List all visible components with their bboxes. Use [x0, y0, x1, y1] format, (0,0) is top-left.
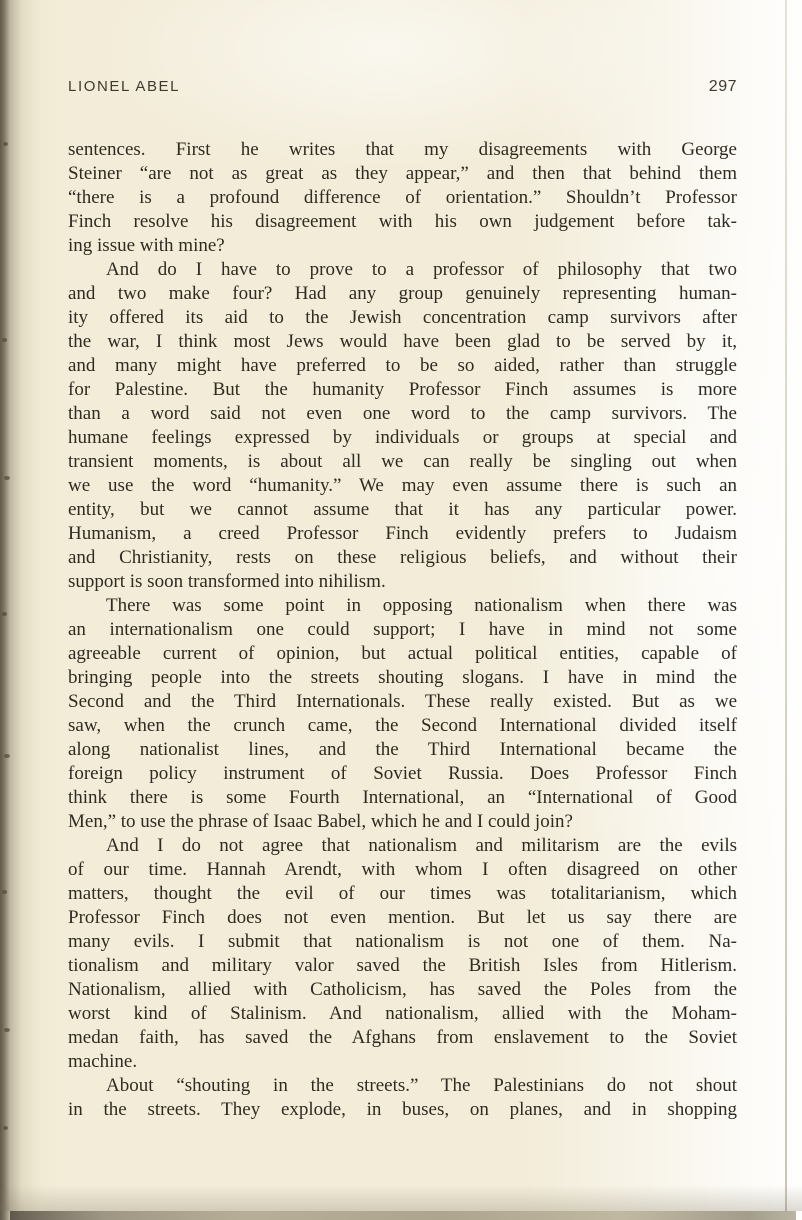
scan-speck [2, 612, 7, 616]
paragraph [68, 138, 737, 258]
text-line: and two make four? Had any group genuinely representing human- [68, 283, 737, 304]
page-bottom-fade [0, 1185, 802, 1211]
text-line: Second and the Third Internationals. These really existed. But as we [68, 691, 737, 712]
text-line: Professor Finch does not even mention. But let us say there are [68, 907, 737, 928]
text-line: saw, when the crunch came, the Second International divided itself [68, 715, 737, 736]
text-line: sentences. First he writes that my disagreements with George [68, 139, 737, 160]
scan-speck [3, 142, 8, 146]
text-line: ing issue with mine? [68, 235, 225, 256]
text-line: tionalism and military valor saved the British Isles from Hitlerism. [68, 955, 737, 976]
page-bottom-edge-shadow [10, 1211, 796, 1220]
scan-speck [4, 754, 10, 758]
text-line: ity offered its aid to the Jewish concentration camp survivors after [68, 307, 737, 328]
text-line: And do I have to prove to a professor of philosophy that two [106, 259, 737, 280]
text-line: agreeable current of opinion, but actual political entities, capable of [68, 643, 737, 664]
scan-speck [4, 476, 10, 480]
text-line: in the streets. They explode, in buses, on planes, and in shopping [68, 1099, 737, 1120]
text-line: bringing people into the streets shouting slogans. I have in mind the [68, 667, 737, 688]
text-line: and Christianity, rests on these religious beliefs, and without their [68, 547, 737, 568]
text-line: Steiner “are not as great as they appear,” and then that behind them [68, 163, 737, 184]
text-line: Men,” to use the phrase of Isaac Babel, which he and I could join? [68, 811, 573, 832]
paragraph [68, 258, 737, 594]
scan-speck [2, 338, 7, 342]
text-line: “there is a profound difference of orientation.” Shouldn’t Professor [68, 187, 737, 208]
text-line: About “shouting in the streets.” The Palestinians do not shout [106, 1075, 737, 1096]
scan-speck [4, 1028, 10, 1032]
text-line: an internationalism one could support; I have in mind not some [68, 619, 737, 640]
text-line: Finch resolve his disagreement with his own judgement before tak- [68, 211, 737, 232]
scan-speck [2, 890, 7, 894]
text-line: support is soon transformed into nihilism. [68, 571, 386, 592]
text-line: and many might have preferred to be so aided, rather than struggle [68, 355, 737, 376]
running-head-author: LIONEL ABEL [68, 78, 181, 95]
text-line: entity, but we cannot assume that it has any particular power. [68, 499, 737, 520]
text-line: foreign policy instrument of Soviet Russia. Does Professor Finch [68, 763, 737, 784]
page-right-edge-shadow [785, 0, 787, 1212]
paragraph [68, 834, 737, 1074]
text-line: for Palestine. But the humanity Professor Finch assumes is more [68, 379, 737, 400]
text-line: think there is some Fourth International, an “International of Good [68, 787, 737, 808]
running-header [68, 78, 737, 96]
page-number: 297 [708, 78, 737, 95]
scan-speck [3, 1126, 8, 1130]
text-line: medan faith, has saved the Afghans from enslavement to the Soviet [68, 1027, 737, 1048]
text-line: we use the word “humanity.” We may even assume there is such an [68, 475, 737, 496]
text-line: than a word said not even one word to the camp survivors. The [68, 403, 737, 424]
text-line: humane feelings expressed by individuals or groups at special and [68, 427, 737, 448]
text-line: worst kind of Stalinism. And nationalism, allied with the Moham- [68, 1003, 737, 1024]
text-line: the war, I think most Jews would have been glad to be served by it, [68, 331, 737, 352]
text-line: Humanism, a creed Professor Finch evidently prefers to Judaism [68, 523, 737, 544]
text-line: of our time. Hannah Arendt, with whom I often disagreed on other [68, 859, 737, 880]
text-line: transient moments, is about all we can really be singling out when [68, 451, 737, 472]
text-line: There was some point in opposing nationalism when there was [106, 595, 737, 616]
text-line: Nationalism, allied with Catholicism, has saved the Poles from the [68, 979, 737, 1000]
text-line: many evils. I submit that nationalism is not one of them. Na- [68, 931, 737, 952]
paragraph [68, 1074, 737, 1122]
paragraph [68, 594, 737, 834]
text-line: matters, thought the evil of our times was totalitarianism, which [68, 883, 737, 904]
text-line: machine. [68, 1051, 138, 1072]
text-line: along nationalist lines, and the Third International became the [68, 739, 737, 760]
text-line: And I do not agree that nationalism and militarism are the evils [106, 835, 737, 856]
page-body-text [68, 138, 737, 1122]
